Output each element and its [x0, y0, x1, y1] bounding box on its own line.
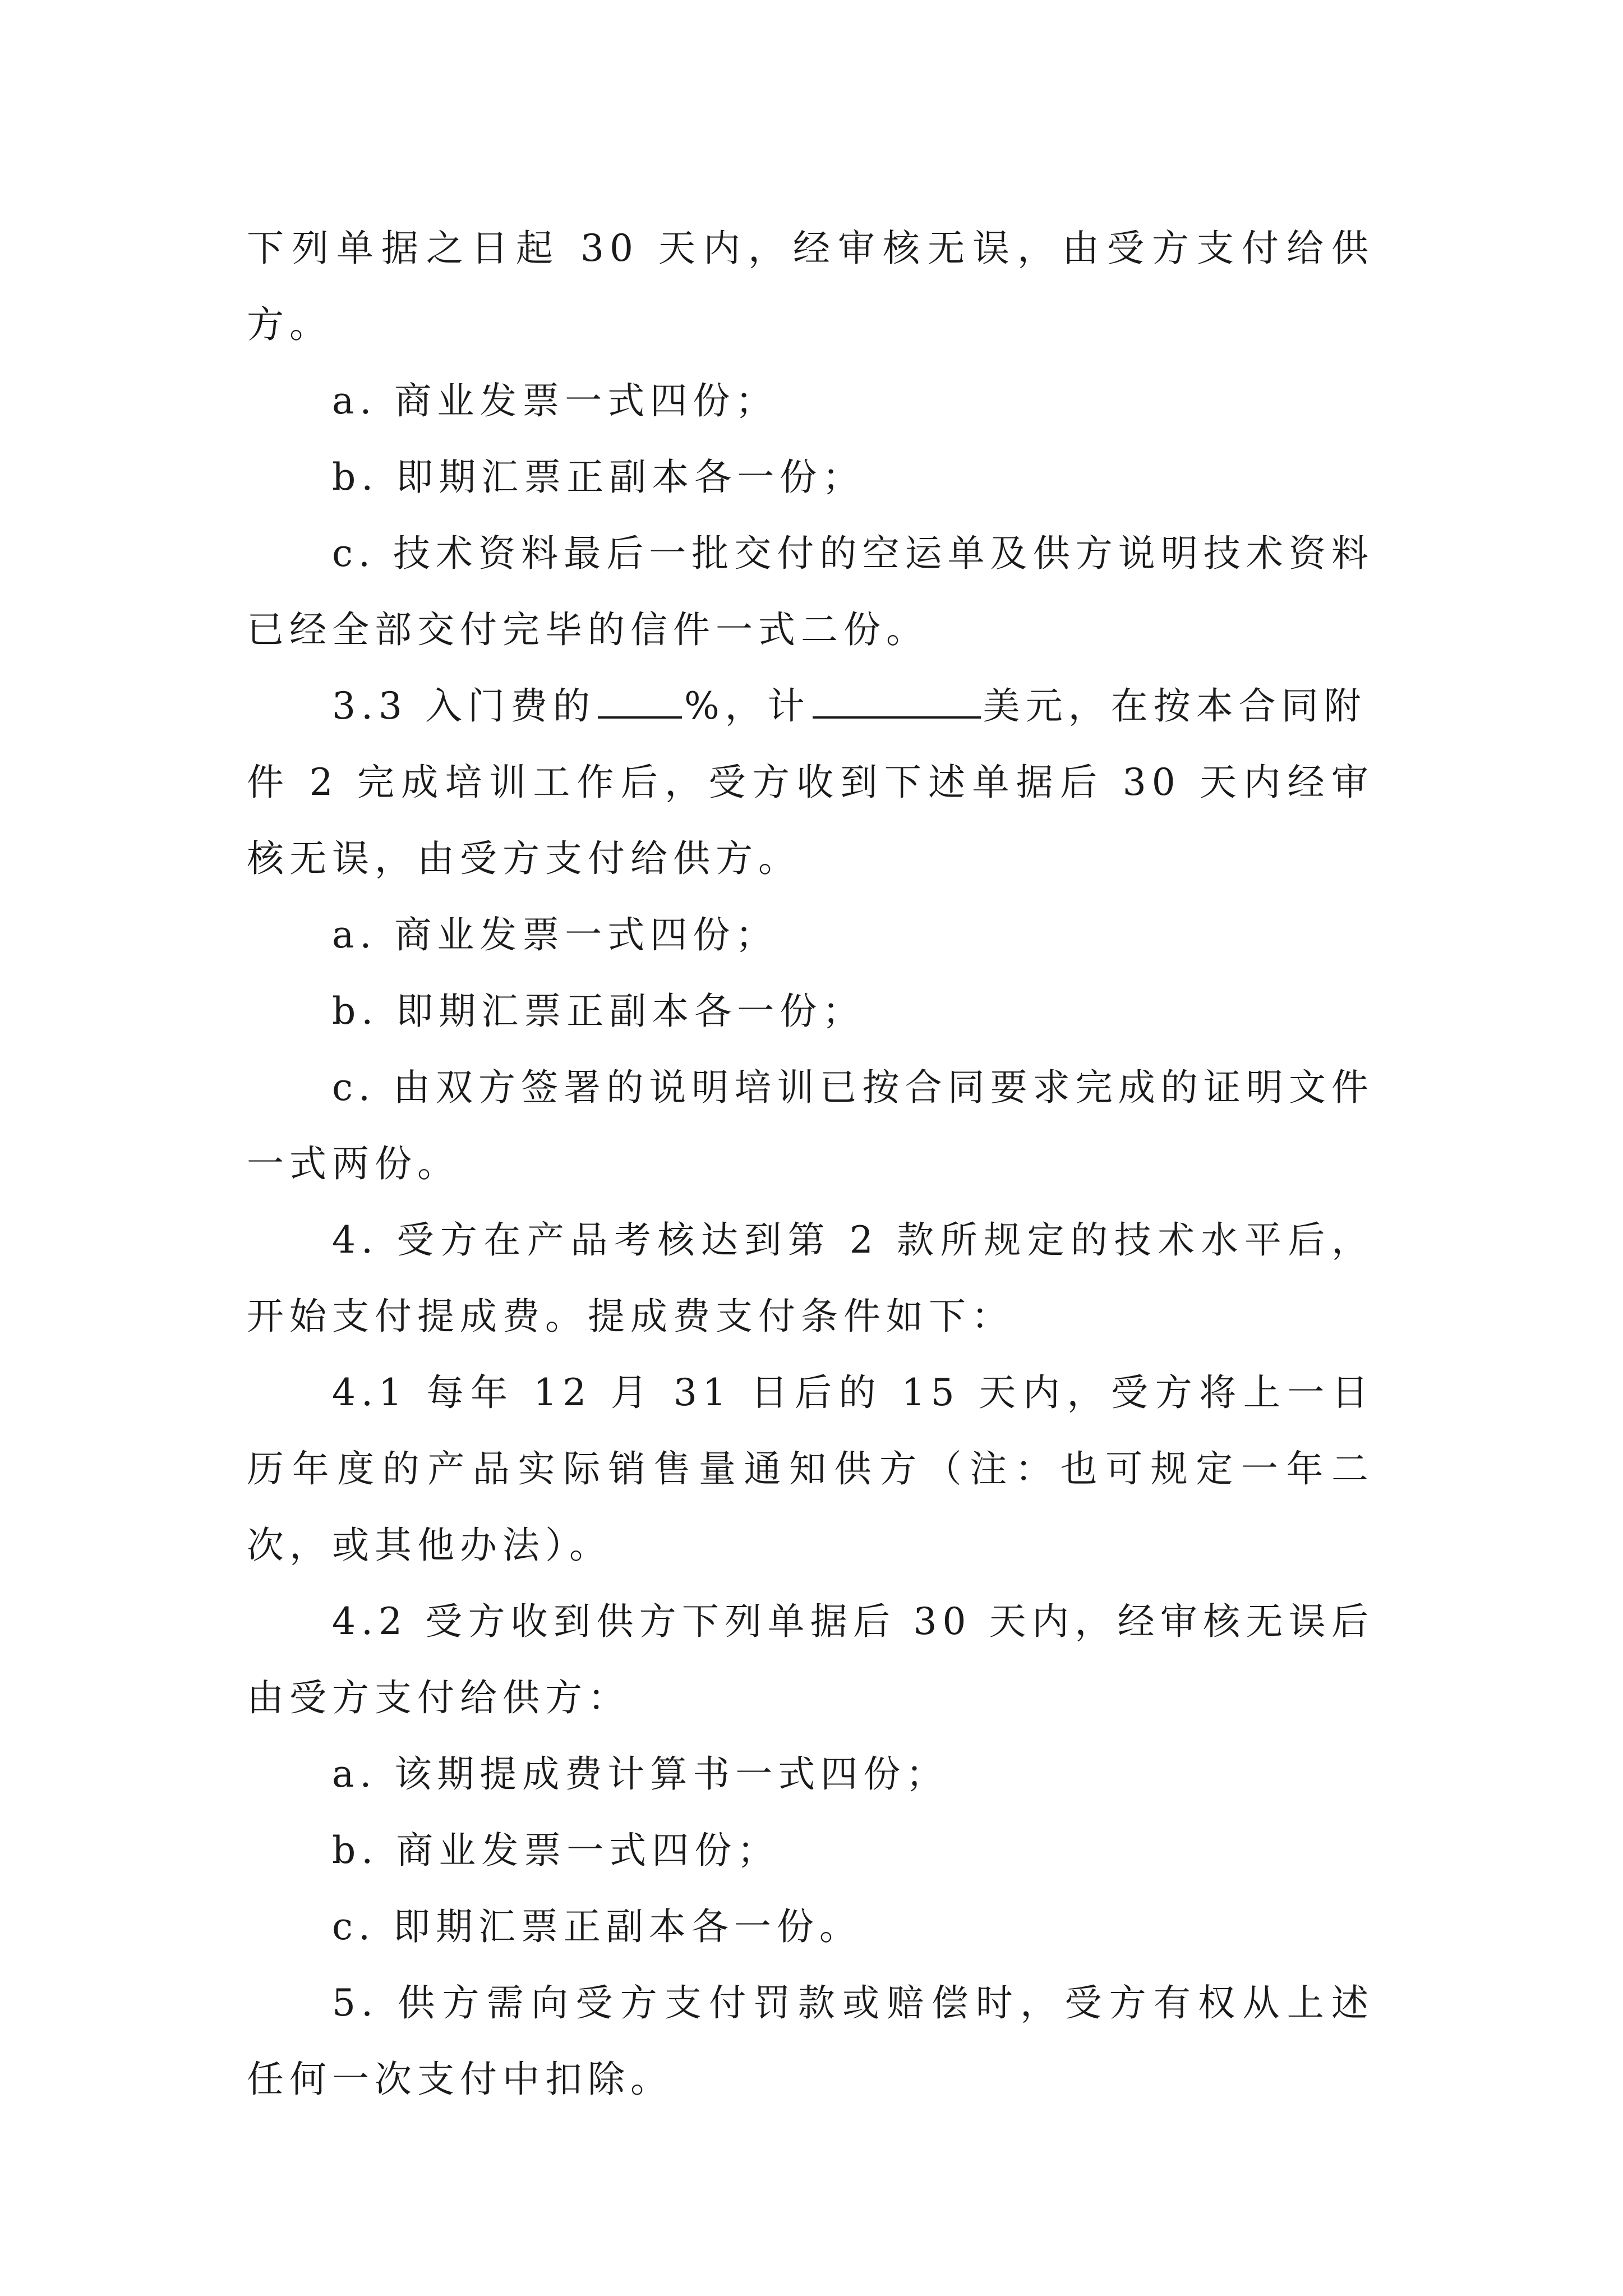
list-item: c. 即期汇票正副本各一份。 — [332, 1905, 862, 1948]
clause-3-3-lead: 3.3 入门费的 — [332, 684, 596, 728]
clause-3-3-amount-suffix: 美元，在按本合同附 — [983, 684, 1367, 728]
list-item: c. 技术资料最后一批交付的空运单及供方说明技术资料已经全部交付完毕的信件一式二份。 — [247, 532, 1374, 651]
list-item: a. 商业发票一式四份； — [332, 913, 778, 956]
percent-blank — [598, 683, 682, 719]
paragraph: 5. 供方需向受方支付罚款或赔偿时，受方有权从上述任何一次支付中扣除。 — [247, 1981, 1374, 2101]
document-body — [247, 210, 1374, 2118]
paragraph: 件 2 完成培训工作后，受方收到下述单据后 30 天内经审核无误，由受方支付给供方。 — [247, 761, 1374, 880]
list-item: a. 商业发票一式四份； — [332, 379, 778, 422]
clause-3-3-percent-suffix: %，计 — [684, 684, 810, 728]
list-item: b. 商业发票一式四份； — [332, 1829, 780, 1872]
paragraph: 4. 受方在产品考核达到第 2 款所规定的技术水平后，开始支付提成费。提成费支付条件如下： — [247, 1218, 1374, 1338]
list-item: b. 即期汇票正副本各一份； — [332, 455, 865, 499]
clause-3-3-line — [247, 668, 1374, 744]
paragraph: 4.2 受方收到供方下列单据后 30 天内，经审核无误后由受方支付给供方： — [247, 1600, 1374, 1719]
paragraph: 下列单据之日起 30 天内，经审核无误，由受方支付给供方。 — [247, 227, 1374, 346]
amount-blank — [813, 683, 981, 719]
list-item: b. 即期汇票正副本各一份； — [332, 990, 865, 1033]
list-item: a. 该期提成费计算书一式四份； — [332, 1752, 949, 1796]
list-item: c. 由双方签署的说明培训已按合同要求完成的证明文件一式两份。 — [247, 1066, 1374, 1185]
paragraph: 4.1 每年 12 月 31 日后的 15 天内，受方将上一日历年度的产品实际销售量通知供方（注：也可规定一年二次，或其他办法）。 — [247, 1371, 1374, 1567]
